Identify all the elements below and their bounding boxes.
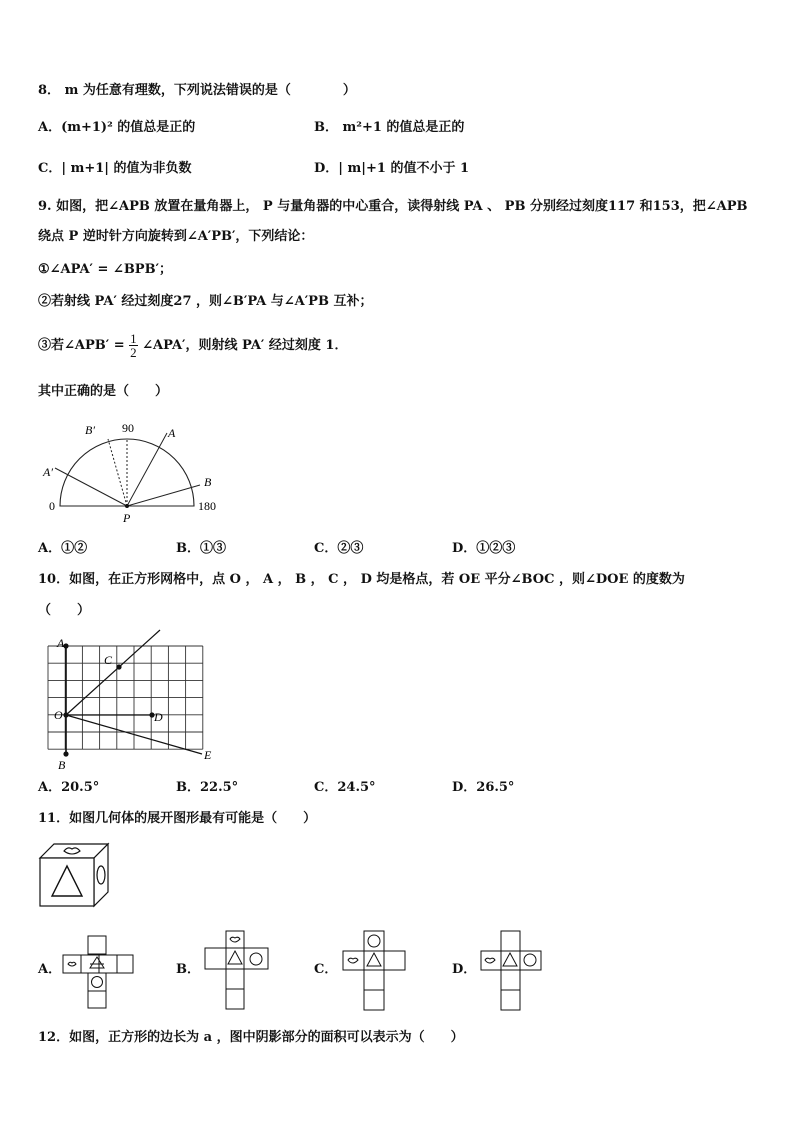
label-a: A bbox=[168, 426, 176, 440]
label-a-prime: A′ bbox=[43, 465, 53, 479]
label-a: A bbox=[57, 636, 65, 650]
fraction-denominator: 2 bbox=[130, 345, 137, 360]
q10-stem-line1: 10．如图，在正方形网格中，点 O ， A ， B ， C ， D 均是格点，若 OE 平分∠BOC ，则∠DOE 的度数为 bbox=[38, 572, 685, 587]
point-b bbox=[63, 751, 68, 756]
label-e: E bbox=[204, 748, 212, 762]
q10-option-a: A．20.5° bbox=[38, 780, 100, 795]
cube-figure bbox=[38, 842, 114, 908]
ray-pb-prime bbox=[108, 439, 127, 506]
q11-option-d: D． bbox=[452, 962, 477, 977]
q11-option-a: A． bbox=[38, 962, 62, 977]
q11-stem: 11．如图几何体的展开图形最有可能是（ ） bbox=[38, 811, 317, 826]
net-b bbox=[204, 930, 272, 1012]
label-o: O bbox=[54, 708, 63, 722]
label-180: 180 bbox=[198, 499, 216, 513]
q9-statement-3 bbox=[38, 332, 347, 359]
q9-statement-1: ①∠APA′ = ∠BPB′； bbox=[38, 262, 172, 277]
q10-stem-line2: （ ） bbox=[38, 603, 91, 618]
q8-option-a: A．(m+1)² 的值总是正的 bbox=[38, 120, 196, 135]
grid-figure bbox=[40, 626, 230, 774]
q8-option-d: D．| m|+1 的值不小于 1 bbox=[314, 161, 470, 176]
label-d: D bbox=[154, 710, 163, 724]
q9-statement-3-pre: ③若∠APB′ = bbox=[38, 338, 125, 353]
point-c bbox=[116, 664, 121, 669]
ray-pa bbox=[127, 433, 167, 506]
q9-option-d: D．①②③ bbox=[452, 541, 516, 556]
q9-stem-line1: 9. 如图，把∠APB 放置在量角器上， P 与量角器的中心重合，读得射线 PA 、 PB 分别经过刻度117 和153，把∠APB bbox=[38, 199, 748, 214]
net-a bbox=[62, 935, 134, 1009]
q9-stem-line2: 绕点 P 逆时针方向旋转到∠A′PB′，下列结论： bbox=[38, 229, 314, 244]
ray-pa-prime bbox=[55, 468, 127, 506]
q12-stem: 12．如图，正方形的边长为 a ，图中阴影部分的面积可以表示为（ ） bbox=[38, 1030, 464, 1045]
q9-statement-2: ②若射线 PA′ 经过刻度27 ，则∠B′PA 与∠A′PB 互补； bbox=[38, 294, 373, 309]
point-o bbox=[63, 712, 68, 717]
label-p: P bbox=[123, 511, 131, 525]
point-p bbox=[125, 504, 129, 508]
q9-option-c: C．②③ bbox=[314, 541, 364, 556]
net-c bbox=[342, 930, 408, 1012]
label-b-prime: B′ bbox=[85, 423, 95, 437]
label-b: B bbox=[58, 758, 66, 772]
q10-option-b: B．22.5° bbox=[176, 780, 239, 795]
q9-option-a: A．①② bbox=[38, 541, 88, 556]
label-c: C bbox=[104, 653, 113, 667]
net-d bbox=[480, 930, 544, 1012]
protractor-figure bbox=[40, 418, 230, 528]
label-b: B bbox=[204, 475, 212, 489]
fraction-numerator: 1 bbox=[130, 331, 137, 346]
ray-oc bbox=[66, 630, 160, 715]
q11-option-c: C． bbox=[314, 962, 338, 977]
label-90: 90 bbox=[122, 421, 134, 435]
q9-option-b: B．①③ bbox=[176, 541, 226, 556]
q9-question: 其中正确的是（ ） bbox=[38, 384, 169, 399]
q11-option-b: B． bbox=[176, 962, 200, 977]
fraction-one-half bbox=[129, 332, 138, 359]
q8-stem: 8． m 为任意有理数，下列说法错误的是（ ） bbox=[38, 83, 356, 98]
label-0: 0 bbox=[49, 499, 55, 513]
q10-option-d: D．26.5° bbox=[452, 780, 515, 795]
q9-statement-3-post: ∠APA′，则射线 PA′ 经过刻度 1． bbox=[142, 338, 348, 353]
q8-option-b: B． m²+1 的值总是正的 bbox=[314, 120, 465, 135]
ray-pb bbox=[127, 485, 200, 506]
q8-option-c: C．| m+1| 的值为非负数 bbox=[38, 161, 192, 176]
q10-option-c: C．24.5° bbox=[314, 780, 376, 795]
